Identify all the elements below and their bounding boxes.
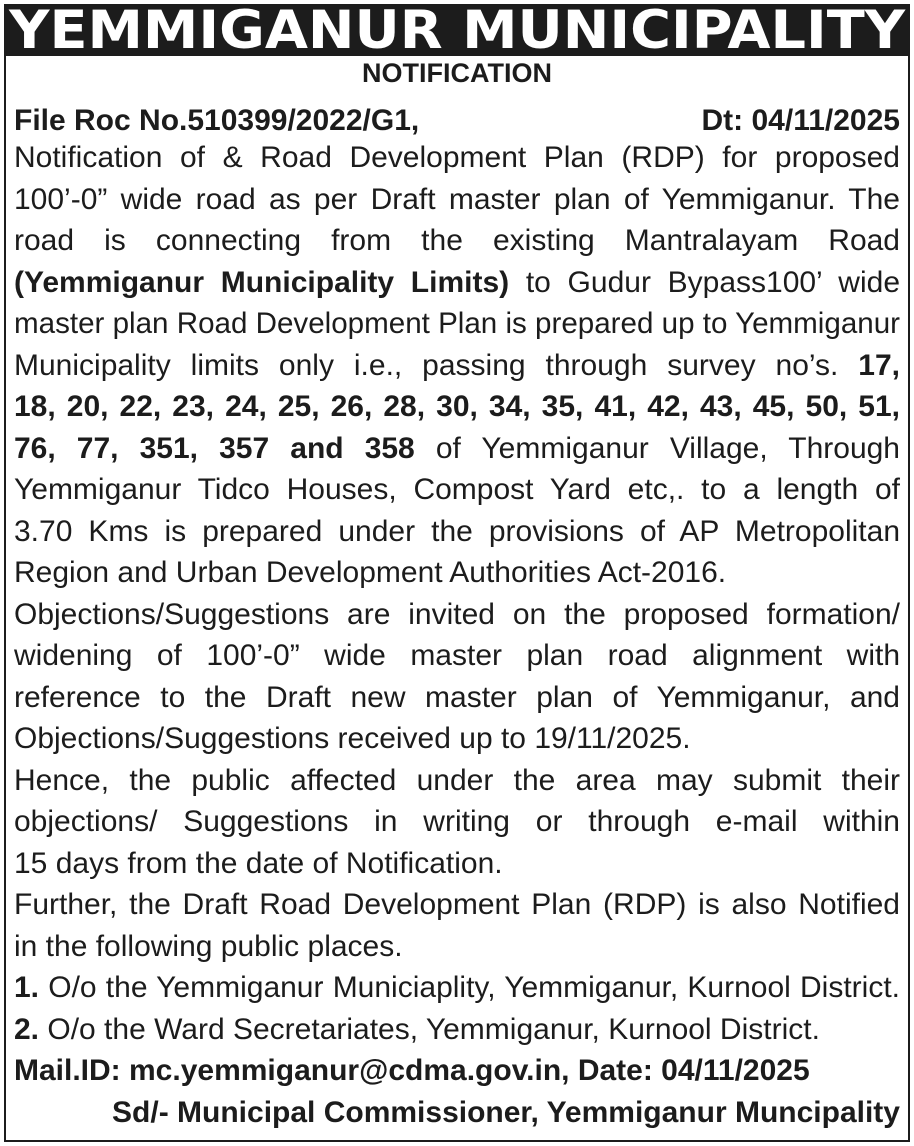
text: Objections/Suggestions received up to 19/11/2025. — [14, 722, 691, 755]
notice-line — [14, 843, 900, 884]
notice-line — [14, 345, 900, 386]
notice-line — [14, 386, 900, 427]
file-reference-line — [14, 100, 900, 141]
text: road is connecting from the existing Mantralayam Road — [14, 224, 900, 257]
text: Region and Urban Development Authorities Act-2016. — [14, 556, 727, 589]
notice-line — [14, 511, 900, 552]
notice-line-text — [14, 801, 900, 842]
file-date: Dt: 04/11/2025 — [701, 104, 900, 137]
notice-line-text — [14, 220, 900, 261]
notice-line — [14, 303, 900, 344]
bold-text: Mail.ID: mc.yemmiganur@cdma.gov.in, Date: 04/11/2025 — [14, 1054, 810, 1087]
notice-line-text — [14, 635, 900, 676]
notice-line-text — [14, 594, 900, 635]
notice-line-text — [14, 179, 900, 220]
bold-text: 18, 20, 22, 23, 24, 25, 26, 28, 30, 34, 35, 41, 42, 43, 45, 50, 51, — [14, 390, 900, 423]
notice-line — [14, 428, 900, 469]
notice-line-text — [14, 926, 403, 967]
notice-line-text — [14, 760, 900, 801]
text: Municipality limits only i.e., passing through survey no’s. — [14, 348, 859, 382]
notice-line-text — [14, 677, 900, 718]
notice-line — [14, 179, 900, 220]
notice-line-text — [14, 137, 900, 178]
text: O/o the Ward Secretariates, Yemmiganur, Kurnool District. — [39, 1012, 820, 1046]
text: Hence, the public affected under the area may submit their — [14, 763, 900, 797]
bold-text: 17, — [858, 348, 900, 382]
masthead-banner — [4, 0, 910, 61]
notice-line-text — [14, 303, 900, 344]
notice-line — [14, 884, 900, 925]
text: Objections/Suggestions are invited on the proposed formation/ — [14, 597, 900, 631]
text: Notification of & Road Development Plan (RDP) for proposed — [14, 141, 900, 174]
text: 100’-0” wide road as per Draft master plan of Yemmiganur. The — [14, 182, 900, 216]
notice-line-text — [14, 469, 900, 510]
text: in the following public places. — [14, 929, 403, 963]
bold-text: 76, 77, 351, 357 and 358 — [14, 431, 415, 465]
notice-line-text — [14, 262, 900, 303]
text: reference to the Draft new master plan of Yemmiganur, and — [14, 680, 900, 714]
notice-line-text — [14, 386, 900, 427]
notice-line-text — [14, 884, 900, 925]
bold-text: (Yemmiganur Municipality Limits) — [14, 265, 510, 299]
file-number: File Roc No.510399/2022/G1, — [14, 104, 420, 137]
notice-line-text — [14, 1050, 810, 1091]
text: Further, the Draft Road Development Plan (RDP) is also Notified — [14, 888, 900, 921]
text: to Gudur Bypass100’ wide — [509, 265, 901, 299]
text: widening of 100’-0” wide master plan road alignment with — [14, 639, 900, 672]
notice-line-text — [14, 718, 691, 759]
notice-line — [14, 137, 900, 178]
notice-line — [14, 967, 900, 1008]
notice-line — [14, 677, 900, 718]
notice-line — [14, 262, 900, 303]
text: 15 days from the date of Notification. — [14, 846, 503, 880]
text: objections/ Suggestions in writing or through e-mail within — [14, 805, 900, 838]
notice-line — [14, 552, 900, 593]
text: of Yemmiganur Village, Through — [414, 431, 900, 465]
notification-heading: NOTIFICATION — [362, 58, 552, 88]
notice-line — [14, 1050, 900, 1091]
notice-line-text — [14, 552, 726, 593]
notice-line-text — [14, 843, 503, 884]
notice-line-text — [14, 967, 900, 1008]
notice-line-text — [14, 1009, 820, 1050]
municipality-title: YEMMIGANUR MUNICIPALITY — [8, 0, 905, 61]
notice-line — [14, 718, 900, 759]
bold-text: 1. — [14, 971, 40, 1004]
notice-line — [14, 220, 900, 261]
notice-line-text — [112, 1092, 900, 1133]
notice-line — [14, 1092, 900, 1133]
notice-line-text — [14, 511, 900, 552]
text: Yemmiganur Tidco Houses, Compost Yard etc,. to a length of — [14, 473, 900, 506]
notice-line — [14, 926, 900, 967]
notice-line-text — [14, 345, 900, 386]
notice-line — [14, 635, 900, 676]
text: O/o the Yemmiganur Municiaplity, Yemmiganur, Kurnool District. — [39, 971, 900, 1004]
notice-line — [14, 760, 900, 801]
text: 3.70 Kms is prepared under the provisions of AP Metropolitan — [14, 514, 900, 548]
bold-text: 2. — [14, 1012, 40, 1046]
notice-line — [14, 1009, 900, 1050]
notice-line-text — [14, 428, 900, 469]
notice-line — [14, 801, 900, 842]
notice-line — [14, 594, 900, 635]
notice-line — [14, 469, 900, 510]
bold-text: Sd/- Municipal Commissioner, Yemmiganur Muncipality — [112, 1095, 900, 1129]
text: master plan Road Development Plan is prepared up to Yemmiganur — [14, 307, 900, 340]
